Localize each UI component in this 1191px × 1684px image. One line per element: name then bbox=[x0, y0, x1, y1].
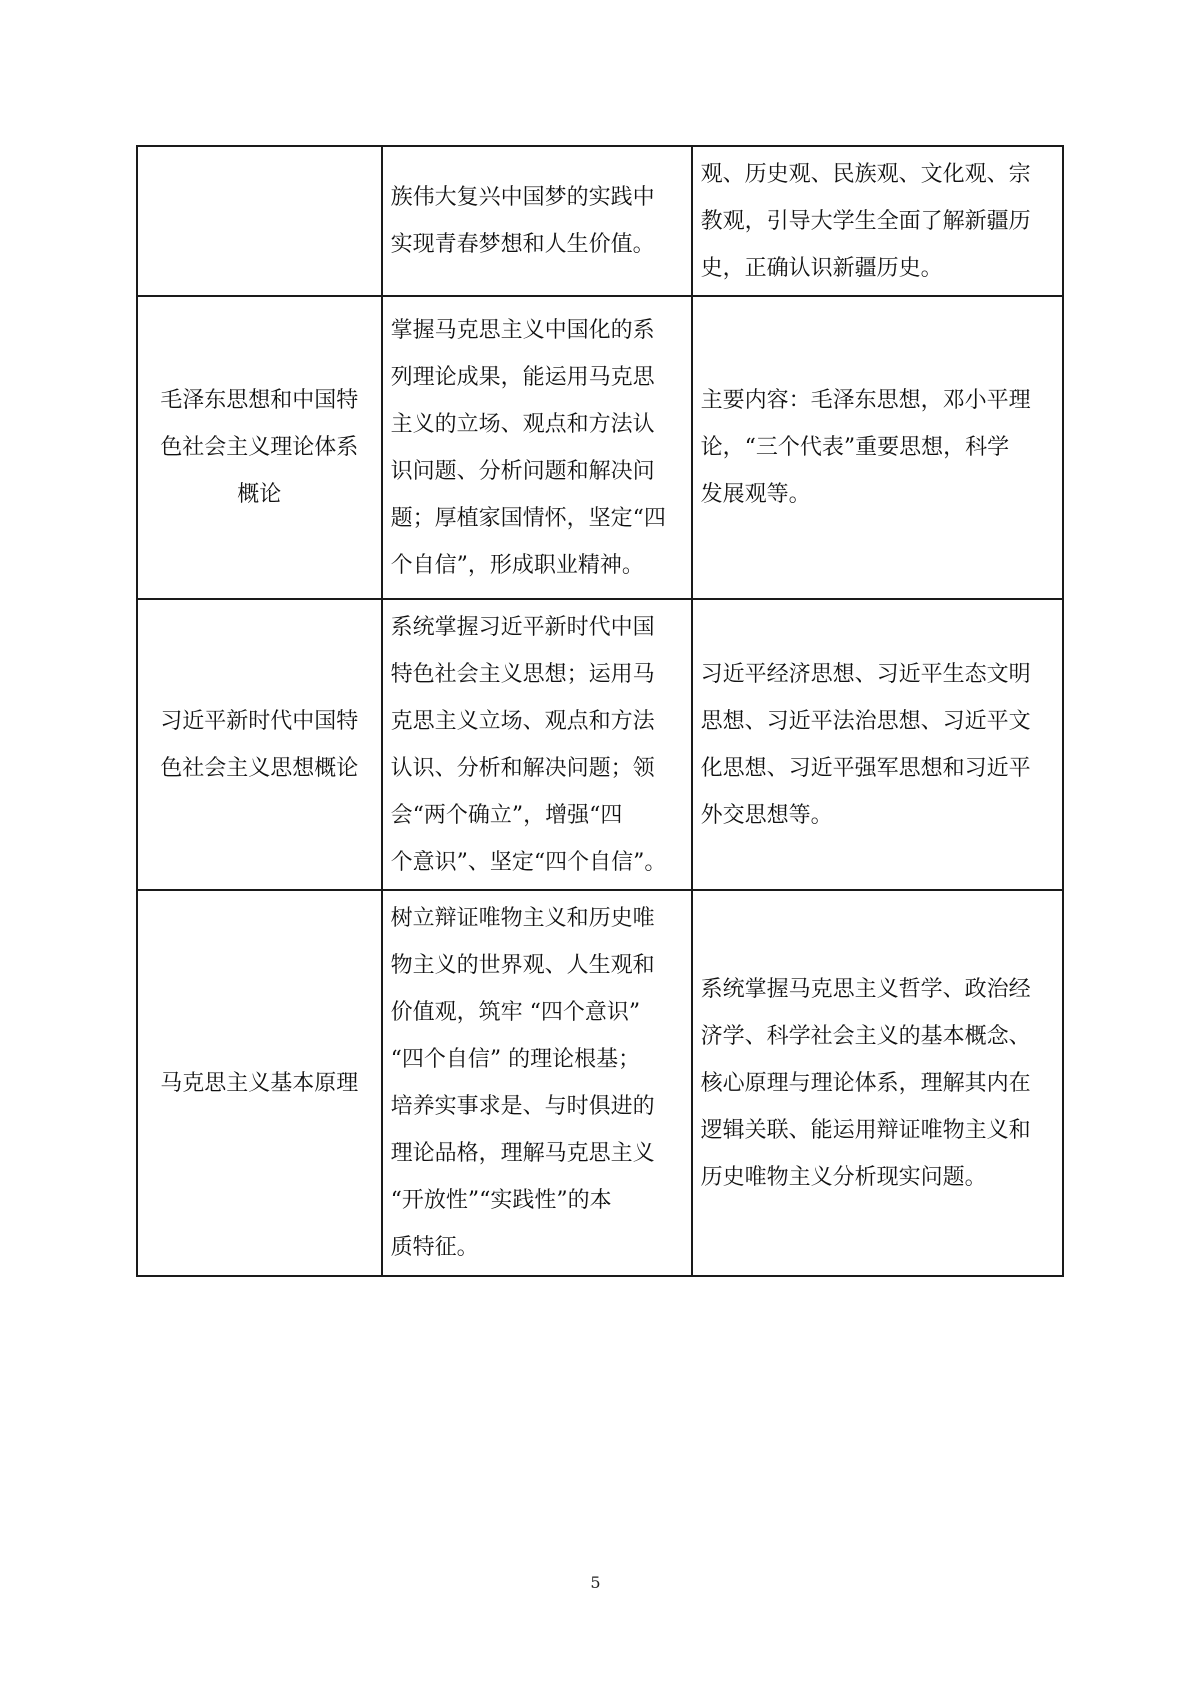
content-cell bbox=[692, 890, 1063, 1276]
table-row bbox=[137, 146, 1063, 296]
goal-line: 个自信”，形成职业精神。 bbox=[390, 552, 644, 578]
goal-line: 理论品格，理解马克思主义 bbox=[390, 1141, 655, 1166]
course-name-cell bbox=[137, 296, 382, 599]
content-line: 历史唯物主义分析现实问题。 bbox=[700, 1164, 987, 1190]
content-line: 逻辑关联、能运用辩证唯物主义和 bbox=[700, 1117, 1031, 1143]
content-line: 论，“三个代表”重要思想，科学 bbox=[700, 435, 1010, 460]
course-name-cell bbox=[137, 146, 382, 296]
course-line: 色社会主义理论体系 bbox=[160, 435, 359, 460]
goal-line: 系统掌握习近平新时代中国 bbox=[390, 614, 655, 640]
content-line: 主要内容：毛泽东思想，邓小平理 bbox=[700, 388, 1031, 413]
content-line: 习近平经济思想、习近平生态文明 bbox=[700, 661, 1031, 687]
content-line: 教观，引导大学生全面了解新疆历 bbox=[700, 208, 1031, 234]
goal-line: 列理论成果，能运用马克思 bbox=[390, 364, 655, 390]
goal-line: 特色社会主义思想；运用马 bbox=[390, 661, 655, 687]
goal-line: 质特征。 bbox=[390, 1235, 479, 1260]
goal-line: 认识、分析和解决问题；领 bbox=[390, 755, 655, 781]
content-line: 核心原理与理论体系，理解其内在 bbox=[700, 1070, 1031, 1096]
goal-cell bbox=[382, 599, 692, 890]
content-line: 观、历史观、民族观、文化观、宗 bbox=[700, 161, 1031, 187]
course-line: 色社会主义思想概论 bbox=[160, 755, 359, 781]
content-line: 发展观等。 bbox=[700, 482, 811, 507]
content-cell bbox=[692, 599, 1063, 890]
page-number: 5 bbox=[590, 1573, 601, 1592]
course-name-cell bbox=[137, 599, 382, 890]
goal-cell bbox=[382, 146, 692, 296]
goal-line: 主义的立场、观点和方法认 bbox=[390, 411, 655, 437]
goal-line: 树立辩证唯物主义和历史唯 bbox=[390, 906, 655, 931]
table-row bbox=[137, 890, 1063, 1276]
goal-line: 价值观，筑牢 “四个意识” bbox=[390, 1000, 641, 1025]
goal-cell bbox=[382, 890, 692, 1276]
goal-line: 个意识”、坚定“四个自信”。 bbox=[390, 849, 667, 875]
course-line: 概论 bbox=[237, 482, 282, 507]
goal-cell bbox=[382, 296, 692, 599]
goal-line: 题；厚植家国情怀，坚定“四 bbox=[390, 505, 666, 531]
table-row bbox=[137, 296, 1063, 599]
content-line: 化思想、习近平强军思想和习近平 bbox=[700, 755, 1031, 781]
course-name-cell bbox=[137, 890, 382, 1276]
table-row bbox=[137, 599, 1063, 890]
goal-line: 会“两个确立”，增强“四 bbox=[390, 802, 623, 828]
course-line: 毛泽东思想和中国特 bbox=[160, 388, 359, 413]
content-line: 思想、习近平法治思想、习近平文 bbox=[700, 708, 1031, 734]
course-line: 马克思主义基本原理 bbox=[160, 1070, 359, 1096]
goal-line: 识问题、分析问题和解决问 bbox=[390, 458, 655, 484]
content-line: 外交思想等。 bbox=[700, 802, 833, 828]
goal-line: 掌握马克思主义中国化的系 bbox=[390, 317, 655, 343]
content-cell bbox=[692, 146, 1063, 296]
content-line: 系统掌握马克思主义哲学、政治经 bbox=[700, 976, 1031, 1002]
course-table bbox=[136, 145, 1064, 1277]
goal-line: 克思主义立场、观点和方法 bbox=[390, 708, 655, 734]
goal-line: 族伟大复兴中国梦的实践中 bbox=[390, 185, 655, 210]
goal-line: “开放性”“实践性”的本 bbox=[390, 1188, 612, 1213]
goal-line: 培养实事求是、与时俱进的 bbox=[390, 1094, 655, 1119]
goal-line: 实现青春梦想和人生价值。 bbox=[390, 232, 655, 257]
content-cell bbox=[692, 296, 1063, 599]
content-line: 济学、科学社会主义的基本概念、 bbox=[700, 1023, 1031, 1049]
goal-line: 物主义的世界观、人生观和 bbox=[390, 953, 655, 978]
course-line: 习近平新时代中国特 bbox=[160, 708, 359, 734]
content-line: 史，正确认识新疆历史。 bbox=[700, 255, 943, 281]
goal-line: “四个自信” 的理论根基； bbox=[390, 1047, 641, 1072]
